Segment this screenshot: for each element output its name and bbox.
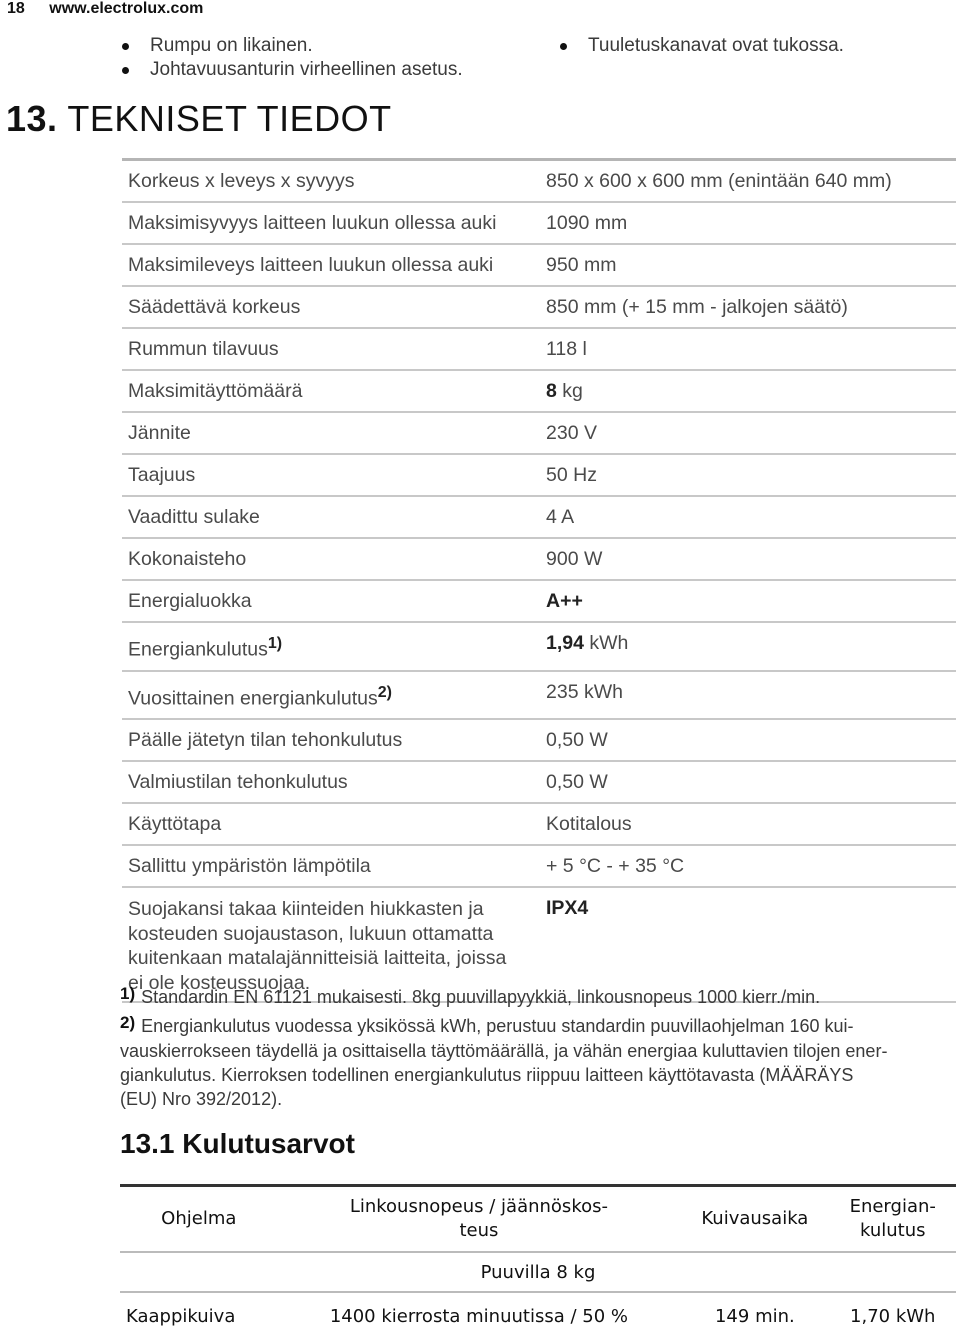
spec-label: Maksimisyvyys laitteen luukun ollessa auki [128, 212, 497, 234]
section-title [6, 98, 392, 140]
list-item: Rumpu on likainen. [122, 34, 463, 58]
table-row [122, 286, 956, 328]
spec-value: 950 mm [546, 254, 617, 276]
spec-value: 230 V [546, 422, 597, 444]
spec-value: 1,94 kWh [546, 632, 629, 654]
table-row [122, 244, 956, 286]
consumption-table [120, 1184, 956, 1334]
table-cell: 1400 kierrosta minuutissa / 50 % [329, 1305, 628, 1327]
table-row [122, 328, 956, 370]
table-row [122, 803, 956, 845]
spec-value: 1090 mm [546, 212, 628, 234]
table-row [122, 160, 956, 203]
section-title-text: TEKNISET TIEDOT [67, 98, 392, 139]
spec-label: Valmiustilan tehonkulutus [128, 771, 348, 793]
subsection-title [120, 1128, 355, 1160]
spec-value: + 5 °C - + 35 °C [546, 855, 685, 877]
table-cell: 1,70 kWh [850, 1305, 936, 1327]
spec-value-bold: IPX4 [546, 897, 589, 919]
spec-value: 235 kWh [546, 680, 623, 703]
spec-value: 0,50 W [546, 771, 608, 793]
spec-value-bold: 1,94 [546, 632, 584, 654]
bullet-list-left [122, 34, 463, 82]
footnote-marker: 1) [120, 984, 136, 1003]
list-item: Johtavuusanturin virheellinen asetus. [122, 58, 463, 82]
spec-value-bold: 8 [546, 380, 557, 402]
page-header [7, 0, 223, 22]
column-header: Linkousnopeus / jäännöskos- teus [349, 1196, 608, 1241]
table-row [122, 412, 956, 454]
footnote: 2) Energiankulutus vuodessa yksikössä kWh, perustuu standardin puuvillaohjelman 160 kui- vauskierrokseen täydellä ja osittaisella täyttömäärällä, ja vähän energiaa kuluttavien tilojen ener- giankulutus. Kierroksen todellinen energiankulutus riippuu laitteen käyttötavasta (MÄÄRÄYS (EU) Nro 392/2012). [120, 1013, 888, 1109]
spec-label: Taajuus [128, 464, 196, 486]
spec-value: 850 x 600 x 600 mm (enintään 640 mm) [546, 170, 892, 192]
spec-value-bold: A++ [546, 590, 583, 612]
spec-label: Säädettävä korkeus [128, 296, 301, 318]
table-cell: 149 min. [714, 1305, 795, 1327]
table-row [122, 202, 956, 244]
spec-value: 4 A [546, 506, 575, 528]
spec-label: Vaadittu sulake [128, 506, 260, 528]
section-number: 13. [6, 98, 58, 139]
spec-value: 0,50 W [546, 729, 608, 751]
site-url: www.electrolux.com [49, 0, 204, 17]
spec-label: Maksimileveys laitteen luukun ollessa auki [128, 254, 494, 276]
spec-label: Kokonaisteho [128, 548, 247, 570]
spec-value: 850 mm (+ 15 mm - jalkojen säätö) [546, 296, 848, 318]
bullet-list-right [560, 34, 844, 58]
table-row [122, 454, 956, 496]
table-row [122, 622, 956, 671]
spec-label: Sallittu ympäristön lämpötila [128, 855, 371, 877]
spec-label: Korkeus x leveys x syvyys [128, 170, 355, 192]
spec-label: Jännite [128, 422, 191, 444]
footnote-marker: 2) [377, 683, 392, 701]
spec-value: 900 W [546, 548, 603, 570]
spec-label: Suojakansi takaa kiinteiden hiukkasten ja kosteuden suojaustason, lukuun ottamatta kuitenkaan matalajännitteisiä laitteita, joissa ei ole kosteussuojaa. [128, 898, 507, 994]
list-item: Tuuletuskanavat ovat tukossa. [560, 34, 844, 58]
table-cell: Kaappikuiva [126, 1305, 236, 1327]
table-row [122, 719, 956, 761]
footnote-marker: 2) [120, 1013, 136, 1032]
spec-label: Maksimitäyttömäärä [128, 380, 303, 402]
footnotes [120, 985, 956, 1115]
table-row [122, 538, 956, 580]
table-row [122, 761, 956, 803]
subsection-number: 13.1 [120, 1128, 175, 1159]
table-row [122, 845, 956, 887]
group-label: Puuvilla 8 kg [120, 1252, 956, 1292]
spec-label: Energiankulutus$^{1)}$ [128, 635, 283, 661]
spec-label: Vuosittainen energiankulutus$^{2)}$ [128, 683, 392, 709]
spec-label: Energialuokka [128, 590, 252, 612]
group-row [120, 1252, 956, 1292]
spec-value: 8 kg [546, 380, 583, 402]
column-header: Energian- kulutus [849, 1196, 936, 1241]
page-number: 18 [7, 0, 25, 17]
spec-label: Käyttötapa [128, 813, 222, 835]
spec-value [540, 580, 956, 622]
spec-value: Kotitalous [546, 813, 632, 835]
spec-label: Päälle jätetyn tilan tehonkulutus [128, 729, 403, 751]
footnote: 1) Standardin EN 61121 mukaisesti. 8kg puuvillapyykkiä, linkousnopeus 1000 kierr./min. [120, 984, 821, 1007]
column-header: Kuivausaika [701, 1208, 809, 1229]
subsection-title-text: Kulutusarvot [182, 1128, 355, 1159]
spec-value: 50 Hz [546, 464, 597, 486]
footnote-marker: 1) [267, 635, 283, 652]
table-row [120, 1292, 956, 1334]
table-row [122, 671, 956, 720]
table-row [122, 580, 956, 622]
spec-value: 118 l [546, 338, 587, 360]
column-header: Ohjelma [161, 1208, 237, 1229]
table-row [122, 370, 956, 412]
specs-table [122, 158, 956, 1003]
table-row [122, 496, 956, 538]
spec-label: Rummun tilavuus [128, 338, 279, 360]
